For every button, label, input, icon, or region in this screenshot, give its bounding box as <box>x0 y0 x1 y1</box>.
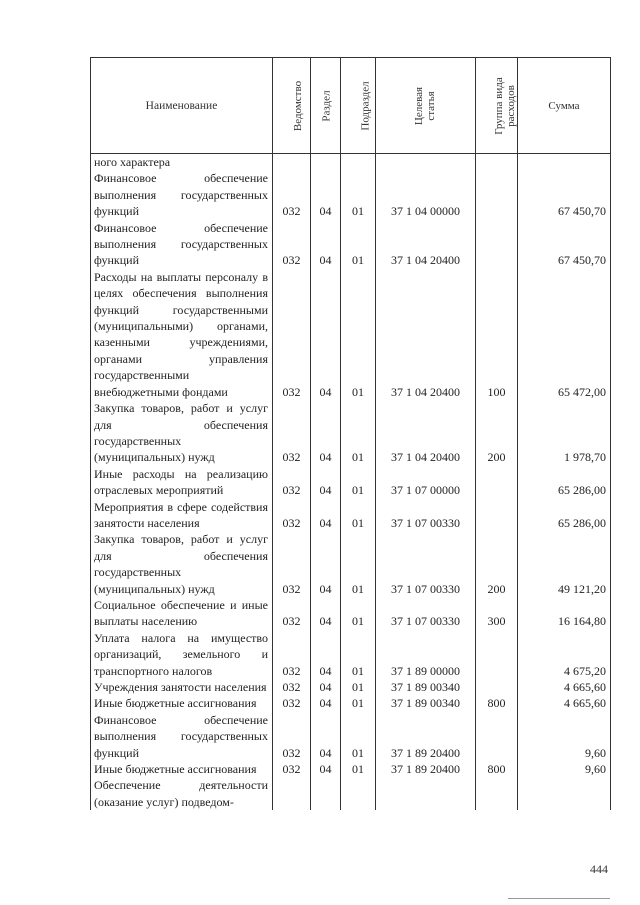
cell-expense-group <box>476 630 518 679</box>
cell-section <box>311 777 341 810</box>
cell-expense-group <box>476 170 518 219</box>
cell-expense-group <box>476 499 518 532</box>
cell-name: Финансовое обеспечение выполнения государственных функций <box>91 170 273 219</box>
cell-amount: 1 978,70 <box>518 400 611 466</box>
cell-amount: 65 286,00 <box>518 466 611 499</box>
cell-section: 04 <box>311 761 341 777</box>
header-target-article: Целевая статья <box>376 58 476 154</box>
table-row <box>91 400 611 466</box>
header-expense-group: Группа вида расходов <box>476 58 518 154</box>
cell-target-article <box>376 154 476 171</box>
cell-target-article: 37 1 89 00340 <box>376 679 476 695</box>
cell-subsection: 01 <box>341 679 376 695</box>
cell-name: Иные бюджетные ассигнования <box>91 761 273 777</box>
cell-name: Расходы на выплаты персоналу в целях обеспечения выполнения функций государственными (муниципальными) органами, казенными учреждениями, органами управления государственными внебюджетными фондами <box>91 269 273 400</box>
table-row <box>91 597 611 630</box>
cell-amount: 4 665,60 <box>518 695 611 711</box>
cell-department <box>273 154 311 171</box>
cell-target-article: 37 1 07 00000 <box>376 466 476 499</box>
cell-department: 032 <box>273 499 311 532</box>
cell-subsection: 01 <box>341 695 376 711</box>
cell-name: Финансовое обеспечение выполнения государственных функций <box>91 220 273 269</box>
cell-subsection <box>341 777 376 810</box>
cell-target-article: 37 1 89 00340 <box>376 695 476 711</box>
cell-section: 04 <box>311 597 341 630</box>
cell-section: 04 <box>311 712 341 761</box>
cell-amount: 4 675,20 <box>518 630 611 679</box>
table-row <box>91 154 611 171</box>
cell-expense-group <box>476 712 518 761</box>
cell-amount: 67 450,70 <box>518 220 611 269</box>
cell-target-article: 37 1 89 00000 <box>376 630 476 679</box>
page-number: 444 <box>590 862 608 876</box>
cell-target-article <box>376 777 476 810</box>
cell-expense-group: 200 <box>476 400 518 466</box>
cell-expense-group <box>476 679 518 695</box>
cell-section: 04 <box>311 400 341 466</box>
table-row <box>91 269 611 400</box>
cell-subsection: 01 <box>341 400 376 466</box>
table-row <box>91 466 611 499</box>
cell-subsection: 01 <box>341 531 376 597</box>
cell-amount <box>518 777 611 810</box>
cell-expense-group <box>476 466 518 499</box>
table-row <box>91 679 611 695</box>
cell-section: 04 <box>311 269 341 400</box>
cell-expense-group: 800 <box>476 695 518 711</box>
table-row <box>91 761 611 777</box>
cell-subsection: 01 <box>341 712 376 761</box>
cell-section: 04 <box>311 220 341 269</box>
cell-department: 032 <box>273 695 311 711</box>
cell-target-article: 37 1 04 20400 <box>376 400 476 466</box>
cell-department: 032 <box>273 170 311 219</box>
cell-department: 032 <box>273 269 311 400</box>
cell-department: 032 <box>273 630 311 679</box>
table-row <box>91 630 611 679</box>
cell-amount: 67 450,70 <box>518 170 611 219</box>
cell-expense-group <box>476 777 518 810</box>
table-row <box>91 712 611 761</box>
header-subsection: Подраздел <box>341 58 376 154</box>
cell-amount: 9,60 <box>518 712 611 761</box>
cell-department: 032 <box>273 220 311 269</box>
cell-section: 04 <box>311 695 341 711</box>
header-row <box>91 58 611 154</box>
cell-subsection <box>341 154 376 171</box>
cell-target-article: 37 1 89 20400 <box>376 761 476 777</box>
cell-subsection: 01 <box>341 761 376 777</box>
table-row <box>91 695 611 711</box>
cell-name: Закупка товаров, работ и услуг для обеспечения государственных (муниципальных) нужд <box>91 400 273 466</box>
cell-subsection: 01 <box>341 597 376 630</box>
cell-name: Мероприятия в сфере содействия занятости населения <box>91 499 273 532</box>
cell-section <box>311 154 341 171</box>
cell-amount <box>518 154 611 171</box>
cell-amount: 16 164,80 <box>518 597 611 630</box>
cell-subsection: 01 <box>341 269 376 400</box>
cell-subsection: 01 <box>341 220 376 269</box>
cell-name: Учреждения занятости населения <box>91 679 273 695</box>
cell-subsection: 01 <box>341 170 376 219</box>
cell-department: 032 <box>273 597 311 630</box>
table-row <box>91 531 611 597</box>
cell-name: Иные бюджетные ассигнования <box>91 695 273 711</box>
cell-department: 032 <box>273 712 311 761</box>
cell-name: Социальное обеспечение и иные выплаты населению <box>91 597 273 630</box>
cell-section: 04 <box>311 499 341 532</box>
cell-target-article: 37 1 04 00000 <box>376 170 476 219</box>
cell-subsection: 01 <box>341 630 376 679</box>
cell-name: ного характера <box>91 154 273 171</box>
cell-amount: 4 665,60 <box>518 679 611 695</box>
cell-expense-group <box>476 220 518 269</box>
cell-expense-group <box>476 154 518 171</box>
table-row <box>91 170 611 219</box>
cell-name: Иные расходы на реализацию отраслевых мероприятий <box>91 466 273 499</box>
cell-target-article: 37 1 07 00330 <box>376 597 476 630</box>
cell-department <box>273 777 311 810</box>
table-row <box>91 499 611 532</box>
cell-section: 04 <box>311 170 341 219</box>
table-row <box>91 777 611 810</box>
budget-table-wrapper <box>90 57 610 847</box>
cell-subsection: 01 <box>341 466 376 499</box>
cell-expense-group: 800 <box>476 761 518 777</box>
cell-department: 032 <box>273 761 311 777</box>
cell-amount: 65 472,00 <box>518 269 611 400</box>
cell-expense-group: 100 <box>476 269 518 400</box>
cell-section: 04 <box>311 630 341 679</box>
header-section: Раздел <box>311 58 341 154</box>
cell-department: 032 <box>273 466 311 499</box>
cell-name: Уплата налога на имущество организаций, земельного и транспортного налогов <box>91 630 273 679</box>
cell-target-article: 37 1 07 00330 <box>376 531 476 597</box>
cell-expense-group: 200 <box>476 531 518 597</box>
cell-target-article: 37 1 07 00330 <box>376 499 476 532</box>
header-amount: Сумма <box>518 58 611 154</box>
cell-name: Обеспечение деятельности (оказание услуг) подведом- <box>91 777 273 810</box>
footer-rule <box>508 898 610 899</box>
cell-department: 032 <box>273 531 311 597</box>
cell-amount: 9,60 <box>518 761 611 777</box>
cell-target-article: 37 1 04 20400 <box>376 269 476 400</box>
cell-expense-group: 300 <box>476 597 518 630</box>
cell-name: Финансовое обеспечение выполнения государственных функций <box>91 712 273 761</box>
header-name: Наименование <box>91 58 273 154</box>
budget-table <box>90 57 611 810</box>
cell-target-article: 37 1 89 20400 <box>376 712 476 761</box>
cell-name: Закупка товаров, работ и услуг для обеспечения государственных (муниципальных) нужд <box>91 531 273 597</box>
cell-section: 04 <box>311 679 341 695</box>
cell-amount: 65 286,00 <box>518 499 611 532</box>
cell-department: 032 <box>273 679 311 695</box>
cell-department: 032 <box>273 400 311 466</box>
header-department: Ведомство <box>273 58 311 154</box>
cell-amount: 49 121,20 <box>518 531 611 597</box>
cell-section: 04 <box>311 466 341 499</box>
table-row <box>91 220 611 269</box>
cell-target-article: 37 1 04 20400 <box>376 220 476 269</box>
cell-section: 04 <box>311 531 341 597</box>
cell-subsection: 01 <box>341 499 376 532</box>
